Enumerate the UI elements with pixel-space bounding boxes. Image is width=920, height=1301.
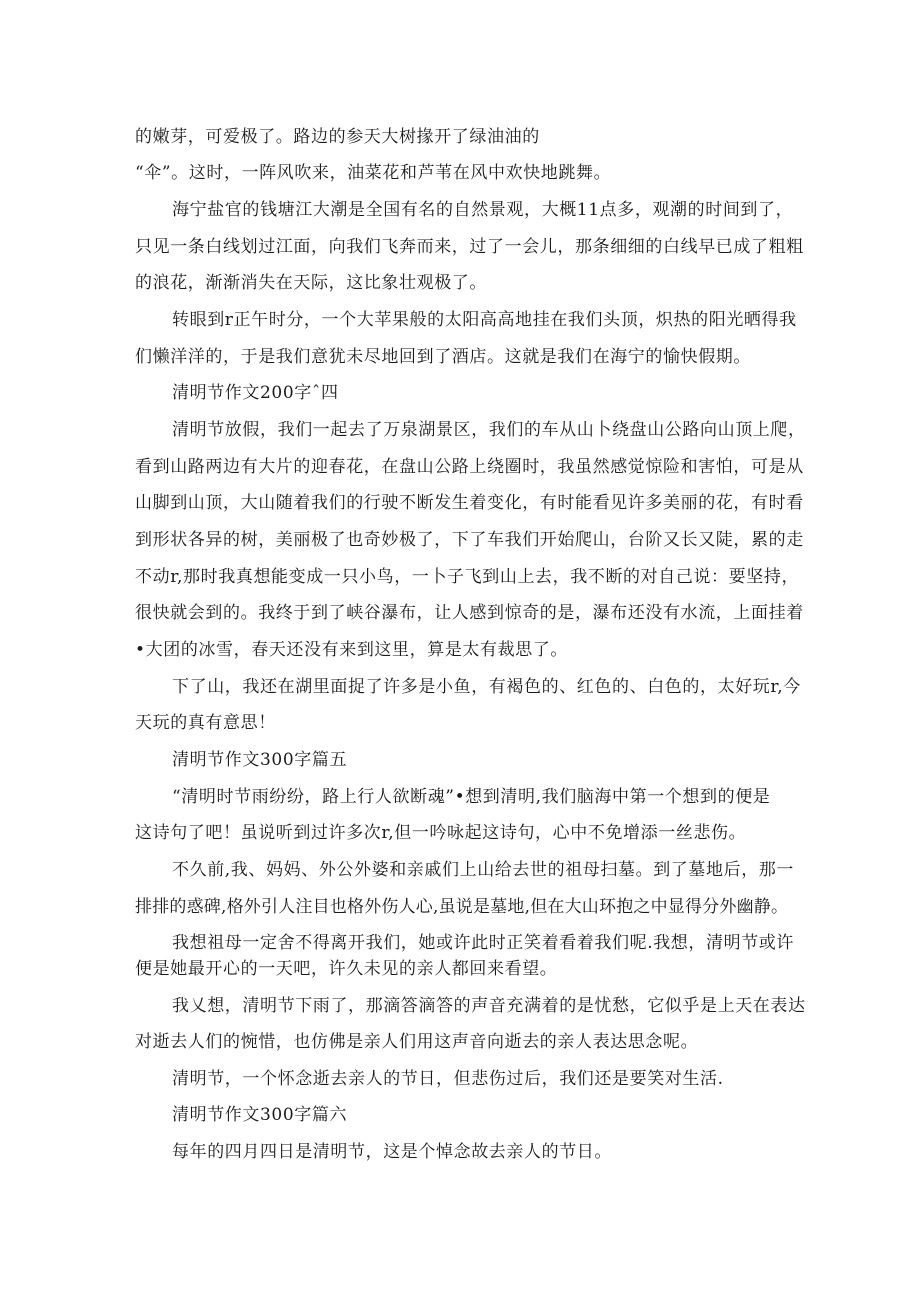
text-line: 看到山路两边有大片的迎春花，在盘山公路上绕圈时，我虽然感觉惊险和害怕，可是从 xyxy=(135,457,804,477)
text-line: 对逝去人们的惋惜，也仿佛是亲人们用这声音向逝去的亲人表达思念呢。 xyxy=(135,1032,699,1052)
text-line: •大团的冰雪，春天还没有来到这里，算是太有裁思了。 xyxy=(135,640,569,660)
text-line: 的浪花，渐渐消失在天际，这比象壮观极了。 xyxy=(135,273,487,293)
text-line: 我乂想，清明节下雨了，那滴答滴答的声音充满着的是忧愁，它似乎是上天在表达 xyxy=(172,996,806,1016)
text-line: 天玩的真有意思！ xyxy=(135,713,276,733)
text-line: “清明时节雨纷纷，路上行人欲断魂”•想到清明,我们脑海中第一个想到的便是 xyxy=(172,787,771,807)
text-line: 只见一条白线划过江面，向我们飞奔而来，过了一会儿，那条细细的白线早已成了粗粗 xyxy=(135,237,804,257)
text-line: 便是她最开心的一天吧，许久未见的亲人都回来看望。 xyxy=(135,959,558,979)
section-heading: 清明节作文300字篇五 xyxy=(172,750,348,770)
text-line: 的嫩芽，可爱极了。路边的参天大树掾开了绿油油的 xyxy=(135,127,540,147)
text-line: 这诗句了吧！虽说听到过许多次r,但一吟咏起这诗句，心中不免增添一丝悲伤。 xyxy=(135,823,747,843)
text-line: 我想祖母一定舍不得离开我们，她或许此时正笑着看着我们呢.我想，清明节或许 xyxy=(172,933,795,953)
section-heading: 清明节作文300字篇六 xyxy=(172,1105,348,1125)
text-line: “伞”。这时，一阵风吹来，油菜花和芦苇在风中欢快地跳舞。 xyxy=(135,163,612,183)
text-line: 转眼到r正午时分，一个大苹果般的太阳高高地挂在我们头顶，炽热的阳光晒得我 xyxy=(172,310,797,330)
section-heading: 清明节作文200字ˆ四 xyxy=(172,383,339,403)
text-line: 下了山，我还在湖里面捉了许多是小鱼，有褐色的、红色的、白色的，太好玩r,今 xyxy=(172,677,801,697)
text-line: 山脚到山顶，大山随着我们的行驶不断发生着变化，有时能看见许多美丽的花，有时看 xyxy=(135,493,804,513)
text-line: 清明节放假，我们一起去了万泉湖景区，我们的车从山卜绕盘山公路向山顶上爬， xyxy=(172,420,806,440)
text-line: 海宁盐官的钱塘江大潮是全国有名的自然景观，大概11点多，观潮的时间到了， xyxy=(172,200,794,220)
text-line: 清明节，一个怀念逝去亲人的节日，但悲伤过后，我们还是要笑对生活. xyxy=(172,1069,724,1089)
text-line: 不久前,我、妈妈、外公外婆和亲戚们上山给去世的祖母扫墓。到了墓地后，那一 xyxy=(172,860,795,880)
text-line: 们懒洋洋的，于是我们意犹未尽地回到了酒店。这就是我们在海宁的愉快假期。 xyxy=(135,347,751,367)
text-line: 到形状各异的树，美丽极了也奇妙极了，下了车我们开始爬山，台阶又长又陡，累的走 xyxy=(135,530,804,550)
text-line: 排排的惑碑,格外引人注目也格外伤人心,虽说是墓地,但在大山环抱之中显得分外幽静。 xyxy=(135,897,789,917)
text-line: 每年的四月四日是清明节，这是个悼念故去亲人的节日。 xyxy=(172,1142,612,1162)
text-line: 很快就会到的。我终于到了峡谷瀑布，让人感到惊奇的是，瀑布还没有水流，上面挂着 xyxy=(135,603,804,623)
text-line: 不动r,那时我真想能变成一只小鸟，一卜子飞到山上去，我不断的对自己说：要坚持， xyxy=(135,567,800,587)
